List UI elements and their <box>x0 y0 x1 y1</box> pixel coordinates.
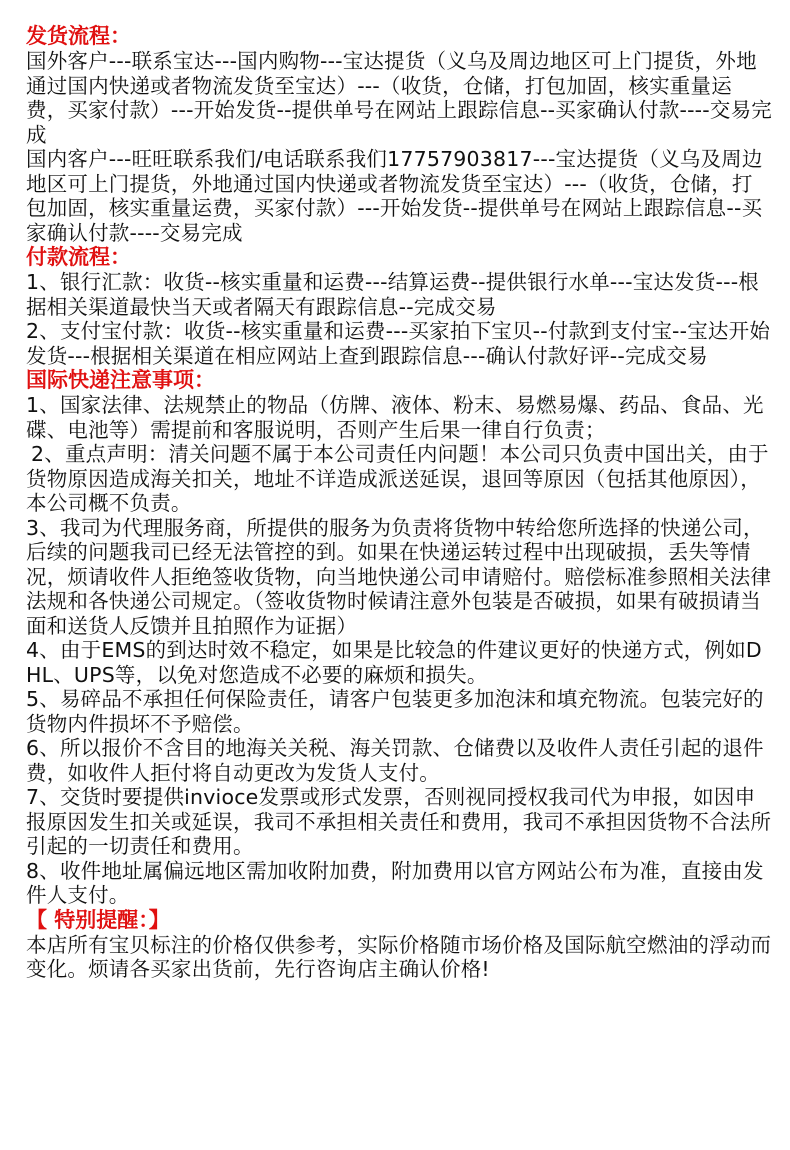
payment-alipay-paragraph: 2、支付宝付款：收货--核实重量和运费---买家拍下宝贝--付款到支付宝--宝达开始发货---根据相关渠道在相应网站上查到跟踪信息---确认付款好评--完成交易 <box>26 319 771 368</box>
payment-heading: 付款流程： <box>26 245 131 269</box>
shipping-heading: 发货流程： <box>26 24 131 48</box>
reminder-heading: 【 特别提醒：】 <box>26 907 170 932</box>
notice-item-4: 4、由于EMS的到达时效不稳定，如果是比较急的件建议更好的快递方式，例如DHL、UPS等，以免对您造成不必要的麻烦和损失。 <box>26 638 762 687</box>
shipping-foreign-paragraph: 国外客户---联系宝达---国内购物---宝达提货（义乌及周边地区可上门提货，外地通过国内快递或者物流发货至宝达）---（收货，仓储，打包加固，核实重量运费，买家付款）---开始发货--提供单号在网站上跟踪信息--买家确认付款----交易完成 <box>26 49 772 147</box>
shipping-domestic-paragraph: 国内客户---旺旺联系我们/电话联系我们17757903817---宝达提货（义乌及周边地区可上门提货，外地通过国内快递或者物流发货至宝达）---（收货，仓储，打包加固，核实重量运费，买家付款）---开始发货--提供单号在网站上跟踪信息--买家确认付款----交易完成 <box>26 147 763 245</box>
notice-heading: 国际快递注意事项： <box>26 368 215 392</box>
reminder-paragraph: 本店所有宝贝标注的价格仅供参考，实际价格随市场价格及国际航空燃油的浮动而变化。烦请各买家出货前，先行咨询店主确认价格! <box>26 932 772 981</box>
notice-item-8: 8、收件地址属偏远地区需加收附加费，附加费用以官方网站公布为准，直接由发件人支付。 <box>26 858 764 907</box>
notice-item-3: 3、我司为代理服务商，所提供的服务为负责将货物中转给您所选择的快递公司，后续的问题我司已经无法管控的到。如果在快递运转过程中出现破损，丢失等情况，烦请收件人拒绝签收货物，向当地快递公司申请赔付。赔偿标准参照相关法律法规和各快递公司规定。（签收货物时候请注意外包装是否破损，如果有破损请当面和送货人反馈并且拍照作为证据） <box>26 515 772 638</box>
payment-bank-paragraph: 1、银行汇款：收货--核实重量和运费---结算运费--提供银行水单---宝达发货---根据相关渠道最快当天或者隔天有跟踪信息--完成交易 <box>26 270 760 319</box>
notice-item-2: 2、重点声明：清关问题不属于本公司责任内问题！本公司只负责中国出关，由于货物原因造成海关扣关，地址不详造成派送延误，退回等原因（包括其他原因），本公司概不负责。 <box>26 442 769 515</box>
notice-item-6: 6、所以报价不含目的地海关关税、海关罚款、仓储费以及收件人责任引起的退件费，如收件人拒付将自动更改为发货人支付。 <box>26 736 764 785</box>
notice-item-5: 5、易碎品不承担任何保险责任，请客户包装更多加泡沫和填充物流。包装完好的货物内件损坏不予赔偿。 <box>26 687 764 736</box>
notice-item-7: 7、交货时要提供invioce发票或形式发票，否则视同授权我司代为申报，如因申报原因发生扣关或延误，我司不承担相关责任和费用，我司不承担因货物不合法所引起的一切责任和费用。 <box>26 785 772 858</box>
notice-item-1: 1、国家法律、法规禁止的物品（仿牌、液体、粉末、易燃易爆、药品、食品、光碟、电池等）需提前和客服说明，否则产生后果一律自行负责； <box>26 393 764 442</box>
